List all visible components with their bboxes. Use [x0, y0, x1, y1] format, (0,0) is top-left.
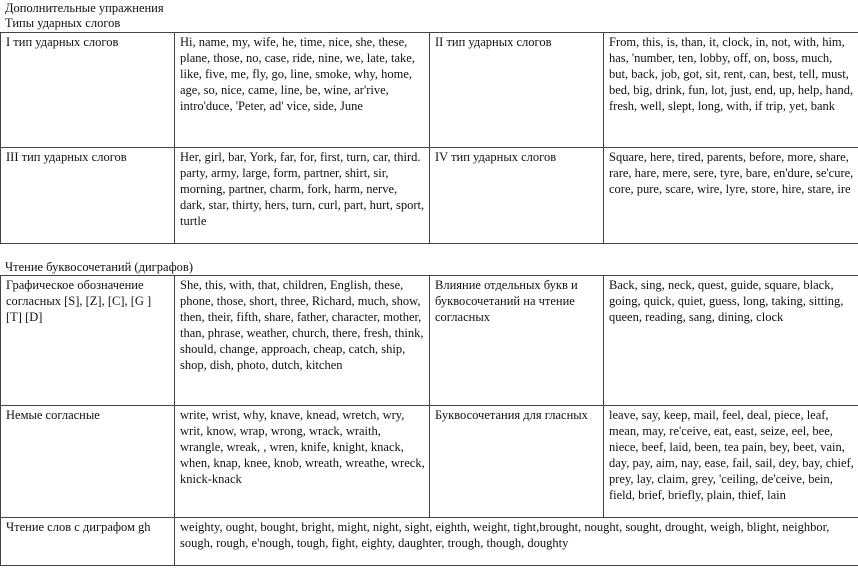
word-list-cell: write, wrist, why, knave, knead, wretch, wry, writ, know, wrap, wrong, wrack, wraith, wrangle, wreak, , wren, knife, knight, knack, when, knap, knee, knob, wreath, wreathe, wreck, knick-knack	[175, 406, 430, 518]
digraph-table	[0, 275, 858, 566]
exercises-title: Дополнительные упражнения	[5, 1, 164, 15]
word-list-cell: Her, girl, bar, York, far, for, first, turn, car, third. party, army, large, form, partner, shirt, sir, morning, partner, charm, fork, harm, nerve, dark, star, thirty, hers, turn, curl, part, hurt, sport, turtle	[175, 148, 430, 244]
syllable-type-label: II тип ударных слогов	[430, 33, 604, 148]
table-row	[1, 148, 858, 244]
word-list-cell: leave, say, keep, mail, feel, deal, piece, leaf, mean, may, re'ceive, eat, east, seize, eel, bee, niece, beef, laid, been, tea pain, bey, beet, vain, day, pay, aim, nay, ease, fail, sail, dey, bay, chief, prey, lay, claim, grey, 'ceiling, de'ceive, bein, field, brief, briefly, plain, thief, lain	[604, 406, 858, 518]
syllable-type-label: IV тип ударных слогов	[430, 148, 604, 244]
category-label: Немые согласные	[1, 406, 175, 518]
word-list-cell: Back, sing, neck, quest, guide, square, black, going, quick, quiet, guess, long, taking, sitting, queen, reading, sang, dining, clock	[604, 276, 858, 406]
table-row	[1, 276, 858, 406]
digraph-reading-title: Чтение буквосочетаний (диграфов)	[5, 260, 193, 274]
syllable-type-label: I тип ударных слогов	[1, 33, 175, 148]
category-label: Влияние отдельных букв и буквосочетаний на чтение согласных	[430, 276, 604, 406]
stressed-syllables-table	[0, 32, 858, 244]
word-list-cell: weighty, ought, bought, bright, might, night, sight, eighth, weight, tight,brought, nought, sought, drought, weigh, blight, neighbor, sough, rough, e'nough, tough, fight, eighty, daughter, trough, though, doughty	[175, 518, 858, 566]
table-row	[1, 33, 858, 148]
stressed-syllable-types-title: Типы ударных слогов	[5, 16, 121, 30]
table-row	[1, 518, 858, 566]
category-label: Чтение слов с диграфом gh	[1, 518, 175, 566]
category-label: Буквосочетания для гласных	[430, 406, 604, 518]
syllable-type-label: III тип ударных слогов	[1, 148, 175, 244]
category-label: Графическое обозначение согласных [S], [Z], [C], [G ] [T] [D]	[1, 276, 175, 406]
word-list-cell: From, this, is, than, it, clock, in, not, with, him, has, 'number, ten, lobby, off, on, boss, much, but, back, job, got, sit, rent, can, best, tell, must, bed, big, drink, fun, lot, just, end, up, help, hand, fresh, well, slept, long, with, if trip, yet, bank	[604, 33, 858, 148]
word-list-cell: Hi, name, my, wife, he, time, nice, she, these, plane, those, no, case, ride, nine, we, late, take, like, five, me, fly, go, line, smoke, why, home, age, so, nice, came, line, be, wine, ar'rive, intro'duce, 'Peter, ad' vice, side, June	[175, 33, 430, 148]
table-row	[1, 406, 858, 518]
word-list-cell: She, this, with, that, children, English, these, phone, those, short, three, Richard, much, show, then, their, fifth, share, father, character, mother, than, phrase, weather, church, there, fresh, think, should, change, approach, cheap, catch, ship, shop, dish, photo, dutch, kitchen	[175, 276, 430, 406]
word-list-cell: Square, here, tired, parents, before, more, share, rare, hare, mere, sere, tyre, bare, en'dure, se'cure, core, pure, scare, wire, lyre, store, hire, stare, ire	[604, 148, 858, 244]
